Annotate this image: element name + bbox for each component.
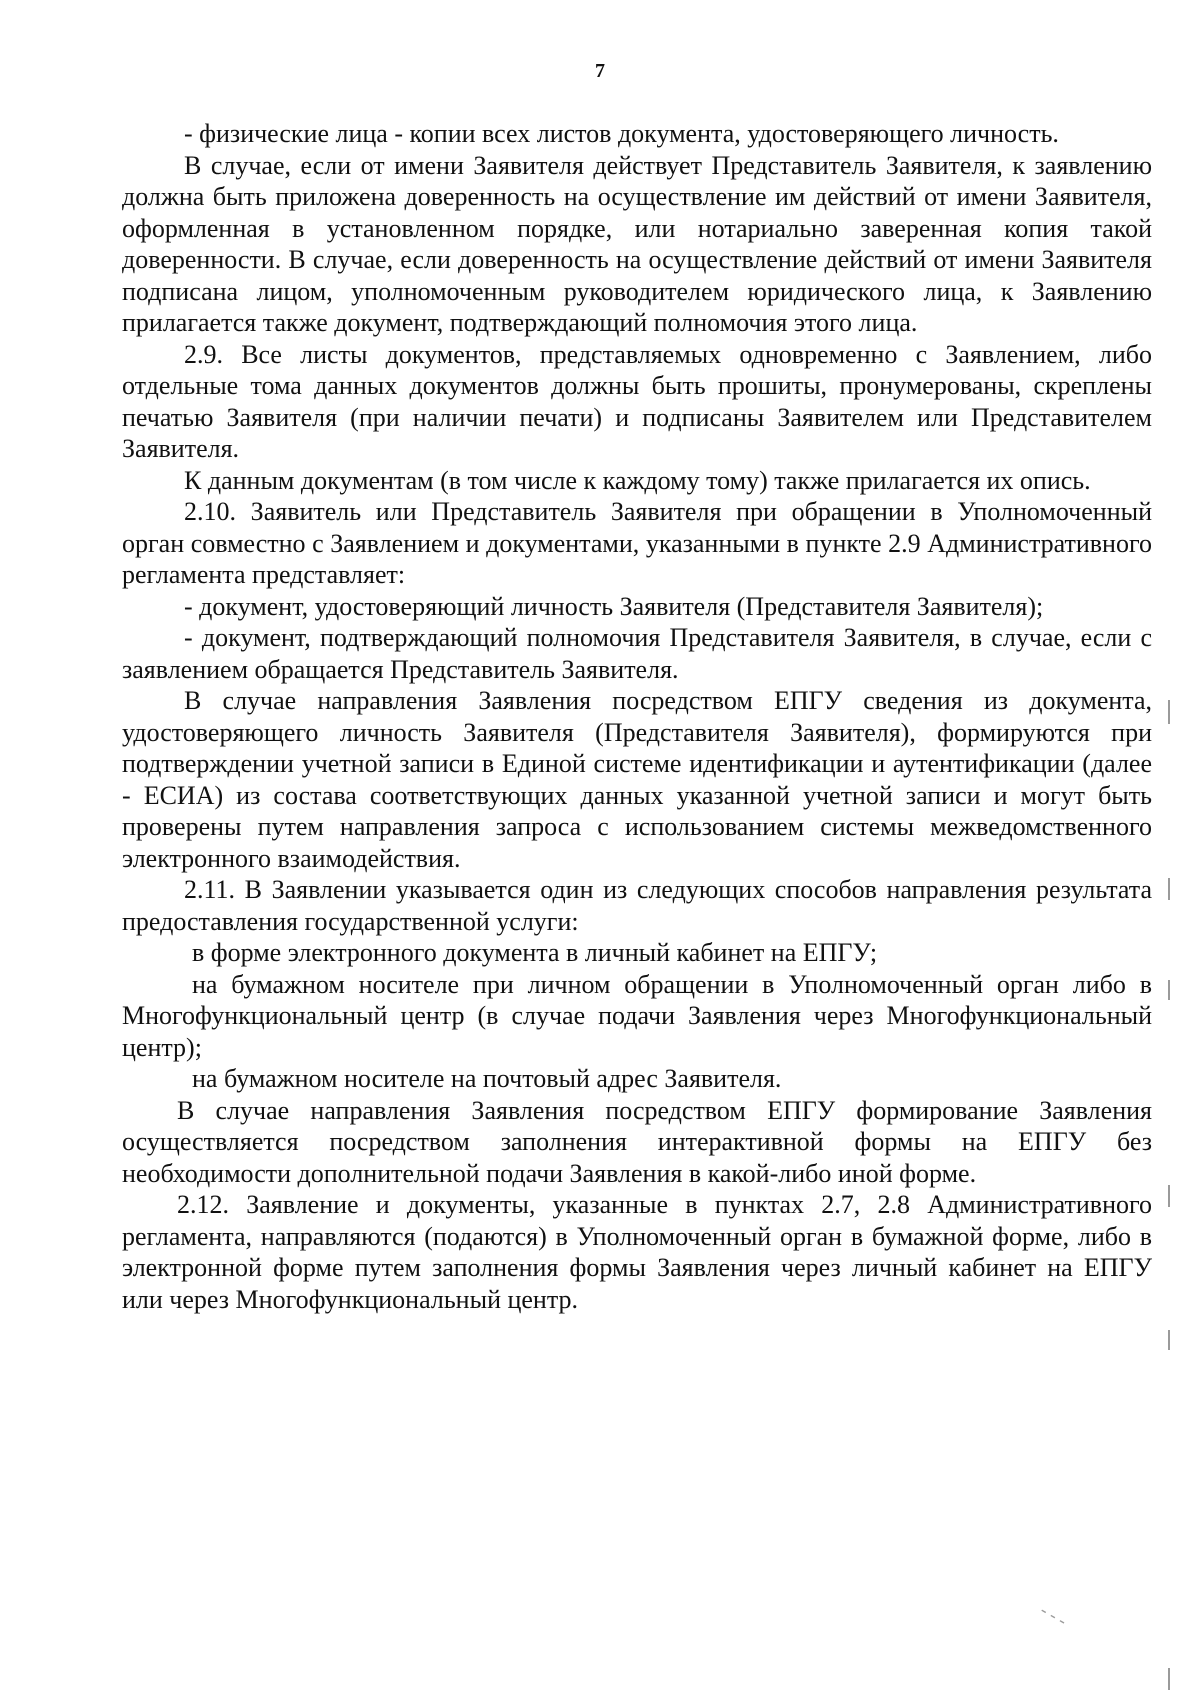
paragraph-identity-doc: - документ, удостоверяющий личность Заявителя (Представителя Заявителя);: [184, 591, 1044, 621]
paragraph-2-10: 2.10. Заявитель или Представитель Заявителя при обращении в Уполномоченный орган совместно с Заявлением и документами, указанными в пункте 2.9 Административного регламента представляет:: [122, 497, 1152, 589]
paragraph-individuals-docs: - физические лица - копии всех листов документа, удостоверяющего личность.: [184, 119, 1059, 148]
document-body: [122, 118, 1152, 1315]
scan-edge-mark: [1168, 1185, 1170, 1207]
scan-edge-mark: [1168, 700, 1170, 724]
paragraph-inventory: К данным документам (в том числе к каждому тому) также прилагается их опись.: [184, 465, 1091, 495]
page-number: 7: [595, 60, 605, 82]
paragraph-paper-result-mail: на бумажном носителе на почтовый адрес Заявителя.: [192, 1064, 782, 1093]
paragraph-epgu-form: В случае направления Заявления посредством ЕПГУ формирование Заявления осуществляется посредством заполнения интерактивной формы на ЕПГУ без необходимости дополнительной подачи Заявления в какой-либо иной форме.: [122, 1095, 1152, 1188]
scan-corner-mark: ‐ ‐ ‐: [1037, 1599, 1071, 1631]
paragraph-authority-doc: - документ, подтверждающий полномочия Представителя Заявителя, в случае, если с заявлением обращается Представитель Заявителя.: [122, 623, 1152, 684]
scan-edge-mark: [1168, 1668, 1170, 1690]
paragraph-epgu-esia: В случае направления Заявления посредством ЕПГУ сведения из документа, удостоверяющего личность Заявителя (Представителя Заявителя), формируются при подтверждении учетной записи в Единой системе идентификации и аутентификации (далее - ЕСИА) из состава соответствующих данных указанной учетной записи и могут быть проверены путем направления запроса с использованием системы межведомственного электронного взаимодействия.: [122, 686, 1152, 873]
paragraph-representative: В случае, если от имени Заявителя действует Представитель Заявителя, к заявлению должна быть приложена доверенность на осуществление им действий от имени Заявителя, оформленная в установленном порядке, или нотариально заверенная копия такой доверенности. В случае, если доверенность на осуществление действий от имени Заявителя подписана лицом, уполномоченным руководителем юридического лица, к Заявлению прилагается также документ, подтверждающий полномочия этого лица.: [122, 150, 1152, 337]
paragraph-2-9: 2.9. Все листы документов, представляемых одновременно с Заявлением, либо отдельные тома данных документов должны быть прошиты, пронумерованы, скреплены печатью Заявителя (при наличии печати) и подписаны Заявителем или Представителем Заявителя.: [122, 339, 1152, 463]
paragraph-electronic-result: в форме электронного документа в личный кабинет на ЕПГУ;: [192, 938, 878, 967]
paragraph-paper-result-in-person: на бумажном носителе при личном обращении в Уполномоченный орган либо в Многофункциональный центр (в случае подачи Заявления через Многофункциональный центр);: [122, 969, 1152, 1062]
paragraph-2-12: 2.12. Заявление и документы, указанные в пунктах 2.7, 2.8 Административного регламента, направляются (подаются) в Уполномоченный орган в бумажной форме, либо в электронной форме путем заполнения формы Заявления через личный кабинет на ЕПГУ или через Многофункциональный центр.: [122, 1190, 1152, 1314]
scan-edge-mark: [1168, 878, 1170, 900]
paragraph-2-11: 2.11. В Заявлении указывается один из следующих способов направления результата предоставления государственной услуги:: [122, 875, 1152, 936]
scan-edge-mark: [1168, 980, 1170, 1000]
scan-edge-mark: [1168, 1330, 1170, 1350]
